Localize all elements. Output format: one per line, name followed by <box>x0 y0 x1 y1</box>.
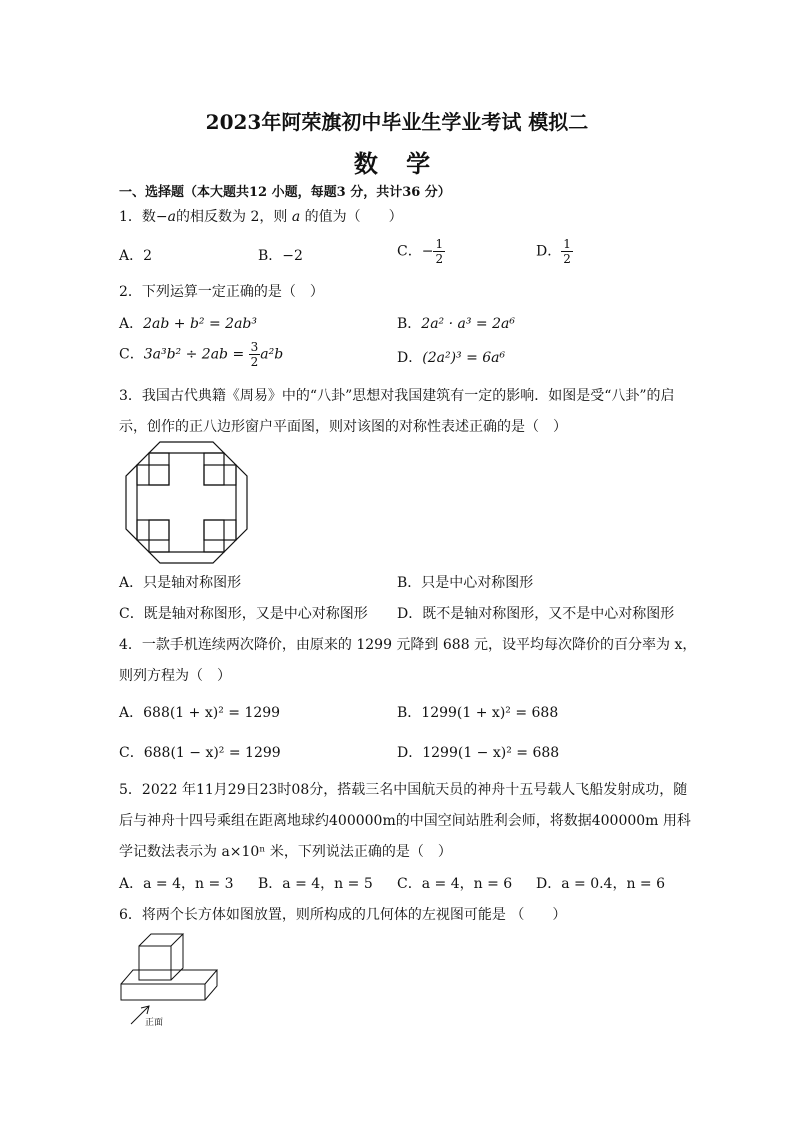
q3-option-d: D．既不是轴对称图形，又不是中心对称图形 <box>397 606 675 622</box>
q2-option-b <box>397 313 515 333</box>
q1-option-d <box>536 237 573 266</box>
q5-option-a: A．a = 4，n = 3 <box>119 876 234 892</box>
q4-option-c-label: C． <box>119 745 144 761</box>
q3-option-a: A．只是轴对称图形 <box>119 575 242 591</box>
q2-option-c-expr-tail: a²b <box>260 346 284 363</box>
stacked-cuboids-figure <box>115 928 225 1030</box>
q2-option-c-fraction <box>249 340 261 369</box>
q2-option-d <box>397 347 505 367</box>
q5-option-c: C．a = 4，n = 6 <box>397 876 513 892</box>
q4-option-d <box>397 742 559 762</box>
q1-option-a: A．2 <box>119 248 153 264</box>
q3-option-c: C．既是轴对称图形，又是中心对称图形 <box>119 606 368 622</box>
question-5-line-1: 5．2022 年11月29日23时08分，搭载三名中国航天员的神舟十五号载人飞船发射成功，随 <box>119 782 688 798</box>
question-4-line-1: 4．一款手机连续两次降价，由原来的 1299 元降到 688 元，设平均每次降价的百分率为 x， <box>119 637 697 653</box>
fraction-numerator: 1 <box>435 237 444 251</box>
question-1-stem <box>119 206 403 226</box>
q1-option-c-label: C．− <box>397 243 434 260</box>
q5-option-b: B．a = 4，n = 5 <box>258 876 373 892</box>
front-label: 正面 <box>145 1017 164 1027</box>
q5-option-d: D．a = 0.4，n = 6 <box>536 876 666 892</box>
q1-stem-part: 1．数 <box>119 209 156 225</box>
q1-option-d-label: D． <box>536 243 562 260</box>
fraction-numerator: 3 <box>250 340 259 354</box>
octagon-window-figure <box>124 440 249 565</box>
q1-stem-part: 的值为（ ） <box>300 209 403 225</box>
q3-option-b: B．只是中心对称图形 <box>397 575 534 591</box>
question-2-stem: 2．下列运算一定正确的是（ ） <box>119 284 324 300</box>
question-6-stem: 6．将两个长方体如图放置，则所构成的几何体的左视图可能是 （ ） <box>119 907 567 923</box>
q1-stem-part: 的相反数为 2，则 <box>176 209 292 225</box>
q4-option-a-label: A． <box>119 705 144 721</box>
fraction-numerator: 1 <box>563 237 571 251</box>
fraction-denominator: 2 <box>435 252 444 266</box>
q1-option-b: B．−2 <box>258 248 303 264</box>
q1-stem-var: a <box>291 209 301 225</box>
question-5-line-2: 后与神舟十四号乘组在距离地球约400000m的中国空间站胜利会师，将数据400000m 用科 <box>119 813 691 829</box>
section-heading: 一、选择题（本大题共12 小题，每题3 分，共计36 分） <box>119 185 451 200</box>
question-4-line-2: 则列方程为（ ） <box>119 668 231 684</box>
q4-option-d-expr: 1299(1 − x)² = 688 <box>422 745 560 761</box>
q2-option-a-label: A． <box>119 316 144 332</box>
octagon-outline <box>126 442 247 563</box>
fraction-denominator: 2 <box>563 252 571 266</box>
q2-option-c-expr: 3a³b² ÷ 2ab = <box>143 346 249 363</box>
q4-option-d-label: D． <box>397 745 423 761</box>
q2-option-a <box>119 313 257 333</box>
q2-option-a-expr: 2ab + b² = 2ab³ <box>143 316 258 332</box>
exam-subject: 数 学 <box>353 149 441 178</box>
q4-option-a <box>119 702 280 722</box>
q2-option-c <box>119 340 283 369</box>
exam-title: 2023年阿荣旗初中毕业生学业考试 模拟二 <box>205 110 589 134</box>
q4-option-c-expr: 688(1 − x)² = 1299 <box>143 745 281 761</box>
question-5-line-3: 学记数法表示为 a×10ⁿ 米，下列说法正确的是（ ） <box>119 844 452 860</box>
q4-option-b-label: B． <box>397 705 422 721</box>
q1-option-c <box>397 237 445 266</box>
q1-stem-var: −a <box>155 209 176 225</box>
q2-option-d-label: D． <box>397 350 423 366</box>
q4-option-a-expr: 688(1 + x)² = 1299 <box>143 705 281 721</box>
fraction-denominator: 2 <box>250 355 259 369</box>
question-3-line-1: 3．我国古代典籍《周易》中的“八卦”思想对我国建筑有一定的影响．如图是受“八卦”的启 <box>119 388 675 404</box>
question-3-line-2: 示，创作的正八边形窗户平面图，则对该图的对称性表述正确的是（ ） <box>119 419 567 435</box>
q1-option-c-fraction <box>433 237 445 266</box>
q2-option-b-label: B． <box>397 316 422 332</box>
q4-option-b <box>397 702 558 722</box>
q1-option-d-fraction <box>561 237 573 266</box>
q4-option-c <box>119 742 281 762</box>
q4-option-b-expr: 1299(1 + x)² = 688 <box>421 705 559 721</box>
q2-option-d-expr: (2a²)³ = 6a⁶ <box>422 350 506 366</box>
q2-option-c-label: C． <box>119 346 144 363</box>
q2-option-b-expr: 2a² · a³ = 2a⁶ <box>421 316 515 332</box>
